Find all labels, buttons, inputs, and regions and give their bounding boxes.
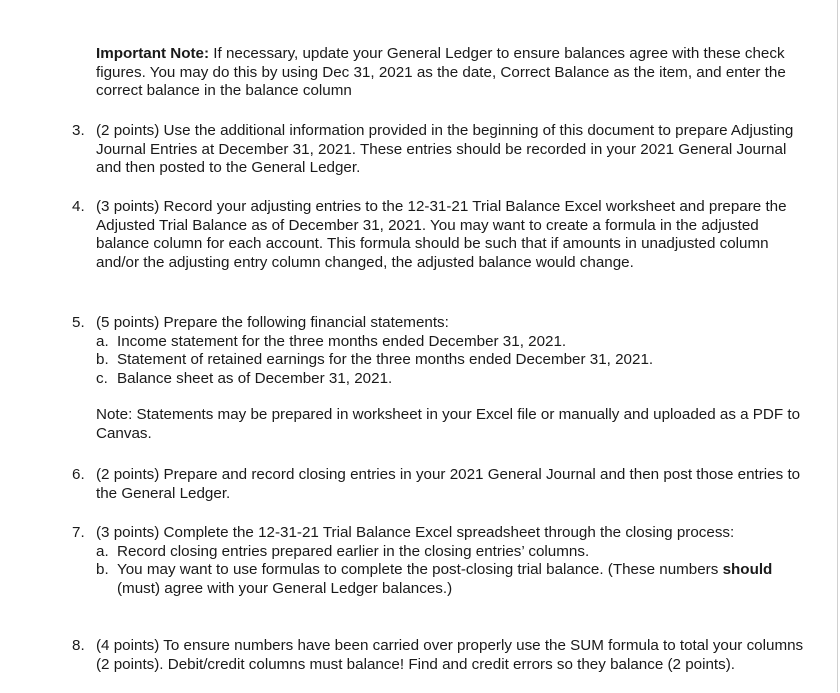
list-item-4 xyxy=(72,198,812,272)
item-text: (3 points) Complete the 12-31-21 Trial Balance Excel spreadsheet through the closing process: xyxy=(96,524,735,541)
sub-item-b xyxy=(96,561,812,598)
sub-item-text: Record closing entries prepared earlier in the closing entries’ columns. xyxy=(117,542,590,560)
item-number: 3. xyxy=(72,122,85,139)
sub-item-a xyxy=(96,543,812,562)
item-text: (4 points) To ensure numbers have been carried over properly use the SUM formula to total your columns (2 points). Debit/credit columns must balance! Find and credit errors so they balance (2 points). xyxy=(96,637,804,673)
item-number: 6. xyxy=(72,466,85,483)
sub-item-letter: b. xyxy=(96,561,109,579)
item-number: 8. xyxy=(72,637,85,654)
sub-item-c xyxy=(96,370,812,389)
sub-item-text: Balance sheet as of December 31, 2021. xyxy=(117,369,393,387)
sub-item-letter: a. xyxy=(96,542,109,560)
statements-note: Note: Statements may be prepared in worksheet in your Excel file or manually and uploaded as a PDF to Canvas. xyxy=(96,406,801,442)
item-text: (2 points) Use the additional information provided in the beginning of this document to prepare Adjusting Journal Entries at December 31, 2021. These entries should be recorded in your 2021 General Journal and then posted to the General Ledger. xyxy=(96,122,794,177)
item-number: 5. xyxy=(72,314,85,331)
sub-item-text-post: (must) agree with your General Ledger balances.) xyxy=(117,579,453,597)
list-item-7 xyxy=(72,524,812,598)
sub-item-a xyxy=(96,333,812,352)
list-item-3 xyxy=(72,122,812,178)
item-number: 4. xyxy=(72,198,85,215)
important-note-label: Important Note: xyxy=(96,45,210,62)
item-text: (2 points) Prepare and record closing entries in your 2021 General Journal and then post those entries to the General Ledger. xyxy=(96,466,801,502)
item-text: (5 points) Prepare the following financial statements: xyxy=(96,314,449,331)
sub-item-b xyxy=(96,351,812,370)
sub-item-letter: c. xyxy=(96,369,108,387)
list-item-5 xyxy=(72,314,812,444)
list-item-6 xyxy=(72,466,812,503)
sub-item-text: Statement of retained earnings for the three months ended December 31, 2021. xyxy=(117,351,654,369)
list-item-8 xyxy=(72,637,812,674)
important-note xyxy=(96,45,796,101)
item-number: 7. xyxy=(72,524,85,541)
sub-item-text-pre: You may want to use formulas to complete the post-closing trial balance. (These numbers xyxy=(117,561,723,579)
sub-item-letter: a. xyxy=(96,332,109,350)
sub-item-text-bold: should xyxy=(722,561,773,579)
sub-item-letter: b. xyxy=(96,351,109,369)
sub-item-text: Income statement for the three months ended December 31, 2021. xyxy=(117,332,567,350)
important-note-text: If necessary, update your General Ledger to ensure balances agree with these check figures. You may do this by using Dec 31, 2021 as the date, Correct Balance as the item, and enter the correct balance in the balance column xyxy=(96,45,786,100)
item-text: (3 points) Record your adjusting entries to the 12-31-21 Trial Balance Excel worksheet and prepare the Adjusted Trial Balance as of December 31, 2021. You may want to create a formula in the adjusted balance column for each account. This formula should be such that if amounts in unadjusted column and/or the adjusting entry column changed, the adjusted balance would change. xyxy=(96,198,787,271)
